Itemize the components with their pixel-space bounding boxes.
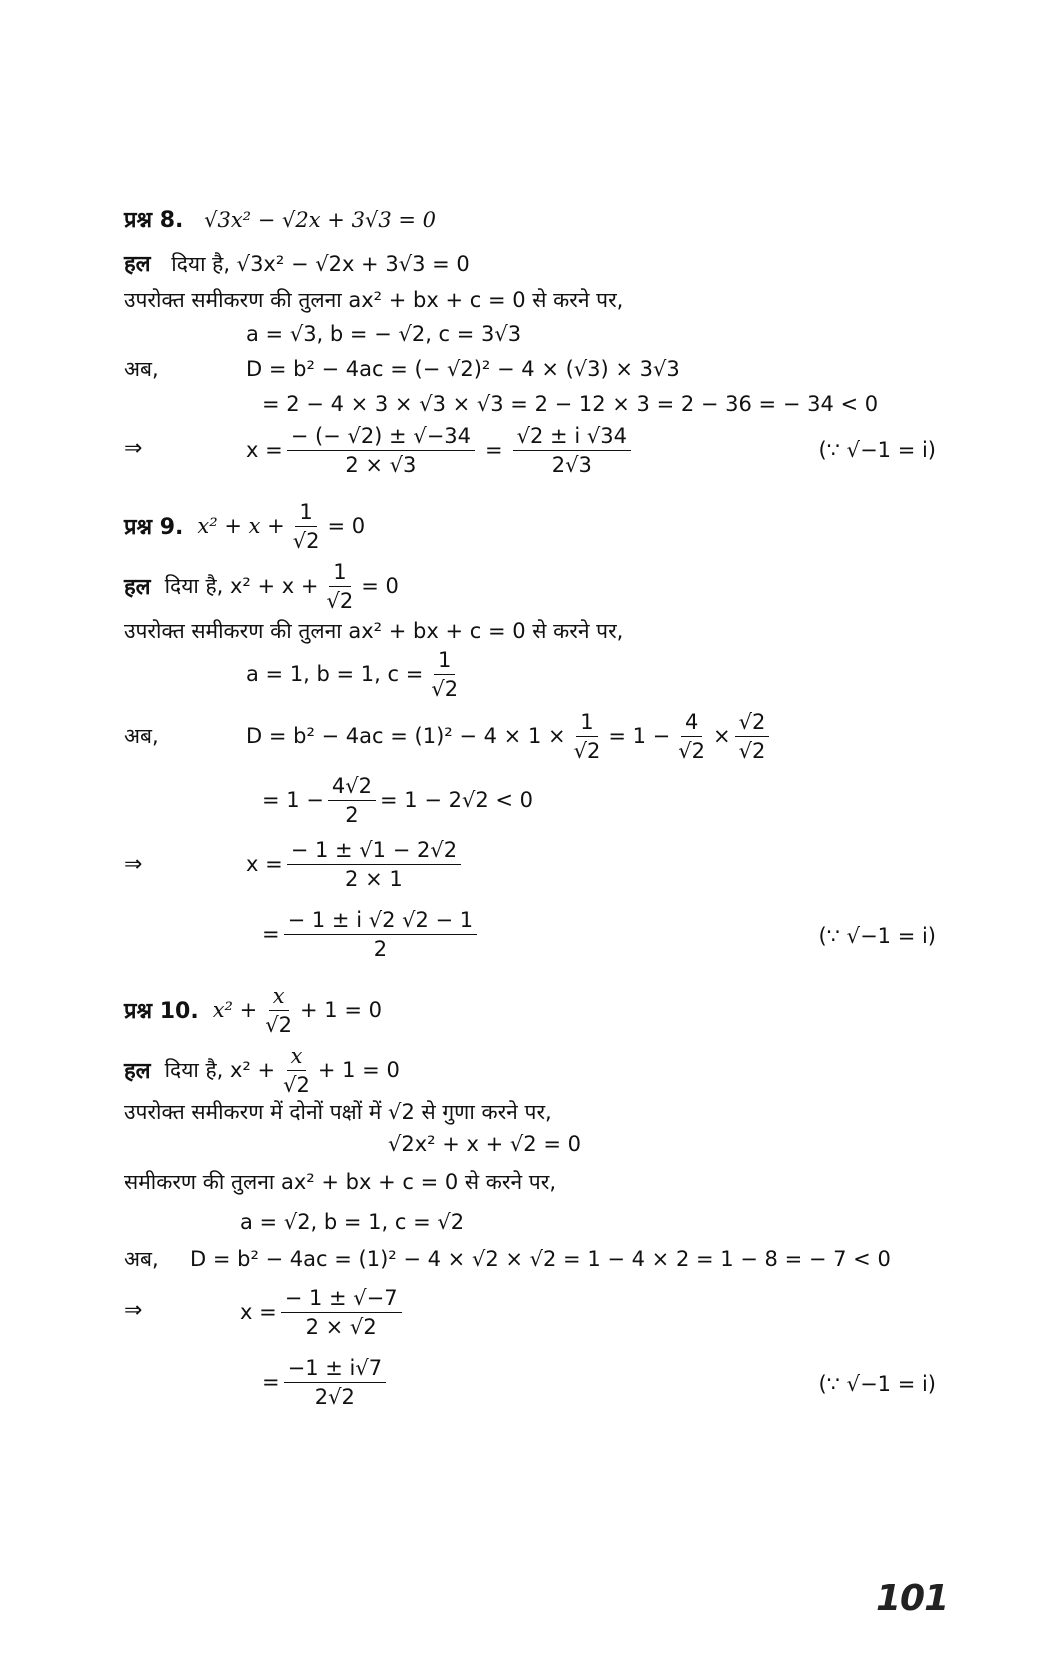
new-equation: √2x² + x + √2 = 0 [388, 1132, 581, 1156]
comparison-line: उपरोक्त समीकरण की तुलना ax² + bx + c = 0 से करने पर, [124, 619, 624, 643]
multiply-line: उपरोक्त समीकरण में दोनों पक्षों में √2 से गुणा करने पर, [124, 1100, 552, 1124]
numerator: 1 [434, 647, 455, 675]
coefficients: a = √3, b = − √2, c = 3√3 [246, 322, 522, 346]
numerator: −1 ± i√7 [284, 1355, 386, 1383]
fraction-4root2-over-2 [328, 773, 376, 828]
numerator: − (− √2) ± √−34 [287, 423, 475, 451]
denominator: √2 [738, 738, 766, 763]
solution-label: हल [124, 575, 151, 600]
ab-label: अब, [124, 1247, 159, 1271]
implies-arrow: ⇒ [124, 1298, 143, 1323]
root-formula-9-simplified [262, 904, 481, 964]
question-label: प्रश्न 10. [124, 999, 199, 1024]
question-8-heading [124, 206, 436, 235]
numerator: 4 [681, 709, 702, 737]
x-lhs: x = [246, 438, 283, 462]
coefficients [246, 648, 466, 700]
coefficients-text: a = 1, b = 1, c = [246, 662, 424, 686]
root-fraction-1 [287, 423, 475, 478]
fraction-x-over-root2 [279, 1043, 314, 1098]
solution-given-9 [124, 560, 399, 612]
fraction-one-over-root2 [289, 499, 324, 554]
ab-label: अब, [124, 724, 159, 748]
imaginary-unit-note: (∵ √−1 = i) [818, 438, 936, 462]
denominator: √2 [573, 738, 601, 763]
implies-arrow: ⇒ [124, 852, 143, 877]
equation-part: = 0 [361, 574, 399, 598]
discriminant-text: = 1 − 2√2 < 0 [380, 788, 534, 812]
equation-part: x² + [212, 998, 258, 1022]
denominator: 2√3 [551, 452, 592, 477]
question-9-heading [124, 500, 365, 552]
numerator: − 1 ± √1 − 2√2 [287, 837, 461, 865]
numerator: x [269, 983, 289, 1011]
given-equation: दिया है, x² + x + [164, 574, 319, 598]
root-fraction-2 [284, 1355, 386, 1410]
equals-sign: = [485, 438, 503, 462]
discriminant-line-2 [262, 772, 533, 828]
discriminant-text: D = b² − 4ac = (1)² − 4 × 1 × [246, 724, 566, 748]
denominator: √2 [326, 588, 354, 613]
question-label: प्रश्न 9. [124, 515, 184, 540]
discriminant-line-1: D = b² − 4ac = (− √2)² − 4 × (√3) × 3√3 [246, 357, 680, 381]
solution-given-8 [124, 250, 470, 279]
numerator: x [287, 1043, 307, 1071]
x-lhs: x = [240, 1300, 277, 1324]
implies-arrow: ⇒ [124, 436, 143, 461]
ab-label: अब, [124, 357, 159, 381]
question-10-heading [124, 984, 382, 1036]
equals-sign: = [262, 1370, 280, 1394]
fraction-root2-over-root2 [735, 709, 770, 764]
fraction-one-over-root2 [323, 559, 358, 614]
denominator: √2 [292, 528, 320, 553]
denominator: √2 [283, 1072, 310, 1097]
fraction-one-over-root2 [427, 647, 462, 702]
fraction-x-over-root2 [261, 983, 296, 1038]
root-formula-9 [246, 834, 465, 894]
coefficients: a = √2, b = 1, c = √2 [240, 1210, 465, 1234]
comparison-line: उपरोक्त समीकरण की तुलना ax² + bx + c = 0 से करने पर, [124, 288, 624, 312]
denominator: √2 [265, 1012, 293, 1037]
numerator: 1 [329, 559, 350, 587]
numerator: − 1 ± i √2 √2 − 1 [284, 907, 478, 935]
denominator: 2 × √3 [345, 452, 417, 477]
root-formula-8 [246, 420, 635, 480]
imaginary-unit-note: (∵ √−1 = i) [818, 924, 936, 948]
denominator: √2 [431, 676, 459, 701]
denominator: 2 [373, 936, 388, 961]
numerator: 1 [295, 499, 316, 527]
numerator: − 1 ± √−7 [281, 1285, 402, 1313]
denominator: 2 [345, 802, 359, 827]
equals-sign: = [262, 922, 280, 946]
fraction-one-over-root2 [570, 709, 605, 764]
solution-label: हल [124, 1059, 151, 1084]
equation-part: + 1 = 0 [317, 1058, 400, 1082]
page-number: 101 [876, 1578, 949, 1619]
imaginary-unit-note: (∵ √−1 = i) [818, 1372, 936, 1396]
equation-part: = 0 [327, 514, 366, 538]
solution-label: हल [124, 252, 151, 277]
discriminant-line-1: D = b² − 4ac = (1)² − 4 × √2 × √2 = 1 − 4 × 2 = 1 − 8 = − 7 < 0 [190, 1247, 891, 1271]
root-formula-10-simplified [262, 1352, 390, 1412]
discriminant-text: = 1 − [262, 788, 324, 812]
comparison-line: समीकरण की तुलना ax² + bx + c = 0 से करने पर, [124, 1170, 556, 1194]
numerator: 4√2 [328, 773, 376, 801]
given-equation: दिया है, x² + [164, 1058, 276, 1082]
equation-part: x² + x + [197, 514, 285, 538]
equation-part: + 1 = 0 [300, 998, 382, 1022]
question-label: प्रश्न 8. [124, 208, 184, 233]
discriminant-line-2: = 2 − 4 × 3 × √3 × √3 = 2 − 12 × 3 = 2 − 36 = − 34 < 0 [262, 392, 879, 416]
root-fraction-1 [287, 837, 461, 892]
root-fraction-2 [513, 423, 631, 478]
numerator: 1 [576, 709, 597, 737]
denominator: 2 × √2 [305, 1314, 377, 1339]
x-lhs: x = [246, 852, 283, 876]
question-equation: √3x² − √2x + 3√3 = 0 [204, 208, 436, 232]
denominator: 2 × 1 [345, 866, 403, 891]
numerator: √2 [735, 709, 770, 737]
root-fraction-2 [284, 907, 478, 962]
given-equation: दिया है, √3x² − √2x + 3√3 = 0 [171, 252, 470, 276]
times-sign: × [713, 724, 731, 748]
root-fraction-1 [281, 1285, 402, 1340]
root-formula-10 [240, 1282, 406, 1342]
discriminant-line-1 [246, 708, 773, 764]
denominator: 2√2 [314, 1384, 355, 1409]
numerator: √2 ± i √34 [513, 423, 631, 451]
denominator: √2 [678, 738, 705, 763]
solution-given-10 [124, 1044, 400, 1096]
discriminant-text: = 1 − [608, 724, 671, 748]
fraction-four-over-root2 [674, 709, 709, 764]
